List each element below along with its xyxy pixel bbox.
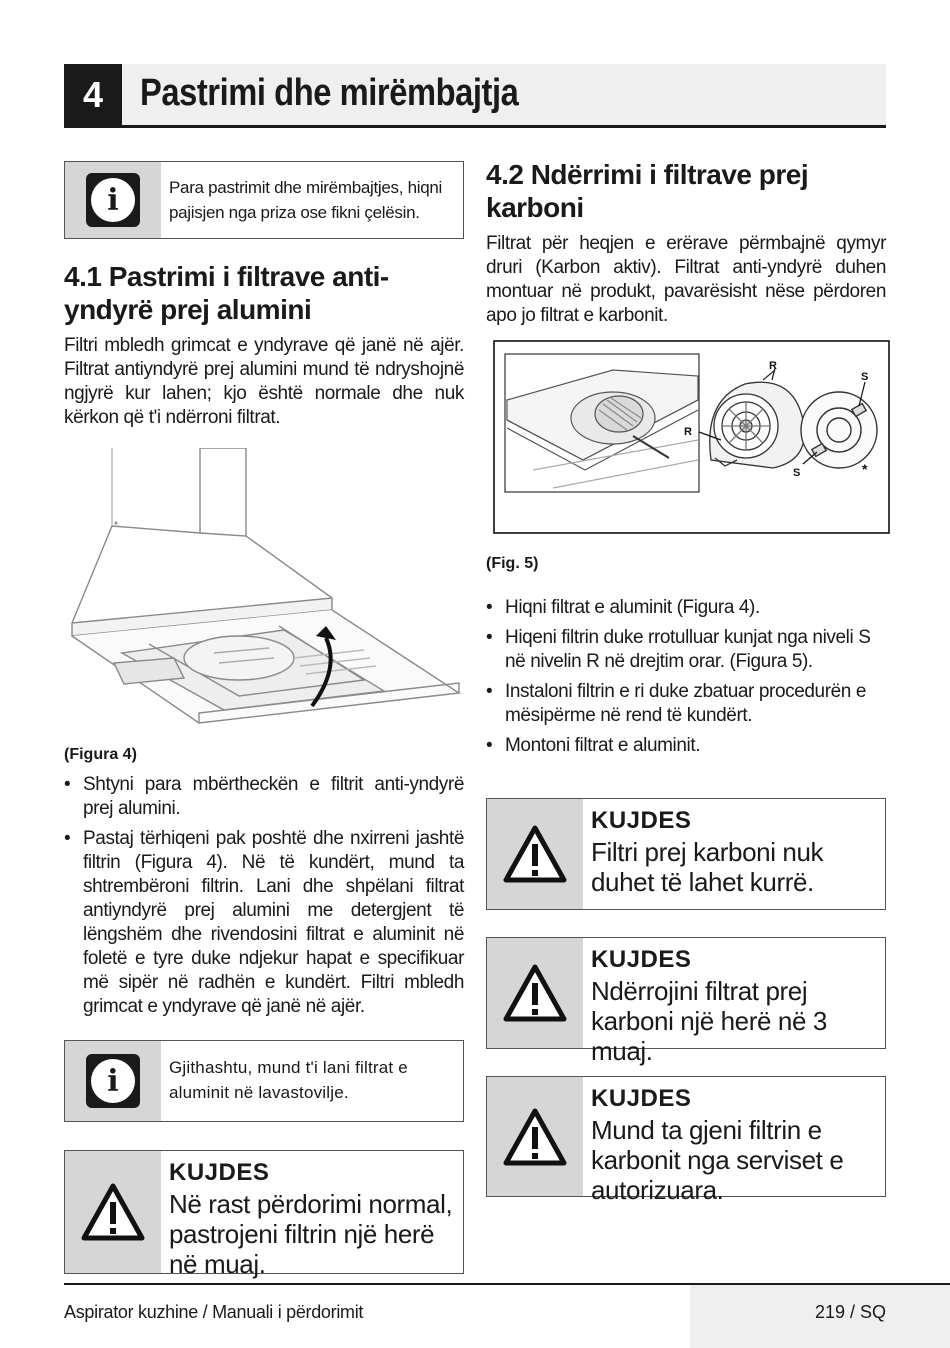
warning-icon-cell: [487, 938, 583, 1048]
section-text-4-2: Filtrat për heqjen e erërave përmbajnë qymyr druri (Karbon aktiv). Filtrat anti-yndyrë duhen montuar në produkt, pavarësisht nëse përdoren apo jo filtrat e karbonit.: [486, 233, 886, 326]
warning-icon-cell: [65, 1151, 161, 1273]
footer-page-number: 219 / SQ: [814, 1302, 886, 1322]
info-note-text: Gjithashtu, mund t'i lani filtrat e aluminit në lavastovilje.: [169, 1058, 408, 1102]
warning-triangle-icon: [80, 1182, 146, 1242]
figure-5-label-r-top: R: [769, 360, 777, 372]
warning-title: KUJDES: [591, 1085, 692, 1112]
figure-5-label: (Fig. 5): [486, 555, 539, 572]
list-item: • Shtyni para mbërtheckën e filtrit anti-yndyrë prej alumini.: [64, 773, 464, 821]
warning-icon-cell: [487, 799, 583, 909]
section-text-4-1: Filtri mbledh grimcat e yndyrave që janë në ajër. Filtrat antiyndyrë prej alumini mund të ndryshojnë ngjyrë kur lahen; kjo është normale dhe nuk kërkon që t'i ndërroni filtrat.: [64, 335, 464, 428]
list-item: • Montoni filtrat e aluminit.: [486, 734, 886, 758]
warning-text: Në rast përdorimi normal, pastrojeni filtrin një herë në muaj.: [169, 1189, 453, 1279]
section-title-4-2: 4.2 Ndërrimi i filtrave prej karboni: [486, 159, 809, 223]
warning-triangle-icon: [502, 963, 568, 1023]
warning-triangle-icon: [502, 1107, 568, 1167]
warning-icon-cell: [487, 1077, 583, 1196]
figure-5-label-s-top: S: [861, 371, 869, 383]
warning-title: KUJDES: [591, 807, 692, 834]
figure-5-label-star: *: [862, 461, 868, 477]
info-note-1: [64, 161, 464, 239]
chapter-header: [64, 64, 886, 128]
chapter-title: Pastrimi dhe mirëmbajtja: [140, 72, 519, 114]
info-note-2: [64, 1040, 464, 1122]
info-icon: i: [86, 173, 140, 227]
warning-box-right-1: [486, 798, 886, 910]
warning-box-left: [64, 1150, 464, 1279]
right-bullet-list: [486, 596, 886, 764]
info-icon-cell: [65, 162, 161, 238]
list-item: • Instaloni filtrin e ri duke zbatuar procedurën e mësipërme në rend të kundërt.: [486, 680, 886, 728]
footer-document-title: Aspirator kuzhine / Manuali i përdorimit: [64, 1302, 364, 1322]
chapter-number: 4: [64, 64, 122, 125]
warning-triangle-icon: [502, 824, 568, 884]
info-note-text: Para pastrimit dhe mirëmbajtjes, hiqni pajisjen nga priza ose fikni çelësin.: [169, 178, 442, 222]
info-icon: i: [86, 1054, 140, 1108]
list-item: • Hiqeni filtrin duke rrotulluar kunjat nga niveli S në nivelin R në drejtim orar. (Figura 5).: [486, 626, 886, 674]
warning-box-right-2: [486, 937, 886, 1066]
list-item: • Pastaj tërhiqeni pak poshtë dhe nxirreni jashtë filtrin (Figura 4). Në të kundërt, mund ta shtrembëroni filtrin. Lani dhe shpëlani filtrat antiyndyrë prej alumini me detergjent të lëngshëm dhe rivendosini filtrat e aluminit në foletë e tyre duke ndjekur hapat e specifikuar më sipër në radhën e kundërt. Filtri mbledh grimcat e yndyrave që janë në ajër.: [64, 827, 464, 1019]
figure-4-label: (Figura 4): [64, 746, 137, 763]
warning-text: Mund ta gjeni filtrin e karbonit nga serviset e autorizuara.: [591, 1115, 844, 1205]
warning-title: KUJDES: [169, 1159, 270, 1186]
figure-5-carbon-filter-illustration: [493, 340, 890, 536]
warning-text: Filtri prej karboni nuk duhet të lahet kurrë.: [591, 837, 824, 897]
figure-5-label-r-left: R: [684, 426, 692, 438]
figure-4-hood-illustration: [64, 448, 464, 728]
figure-5-label-s-bottom: S: [793, 467, 801, 479]
left-bullet-list: [64, 773, 464, 1025]
list-item: • Hiqni filtrat e aluminit (Figura 4).: [486, 596, 886, 620]
section-title-4-1: 4.1 Pastrimi i filtrave anti-yndyrë prej alumini: [64, 261, 389, 325]
warning-text: Ndërrojini filtrat prej karboni një herë në 3 muaj.: [591, 976, 827, 1066]
info-icon-cell: [65, 1041, 161, 1121]
warning-box-right-3: [486, 1076, 886, 1205]
warning-title: KUJDES: [591, 946, 692, 973]
